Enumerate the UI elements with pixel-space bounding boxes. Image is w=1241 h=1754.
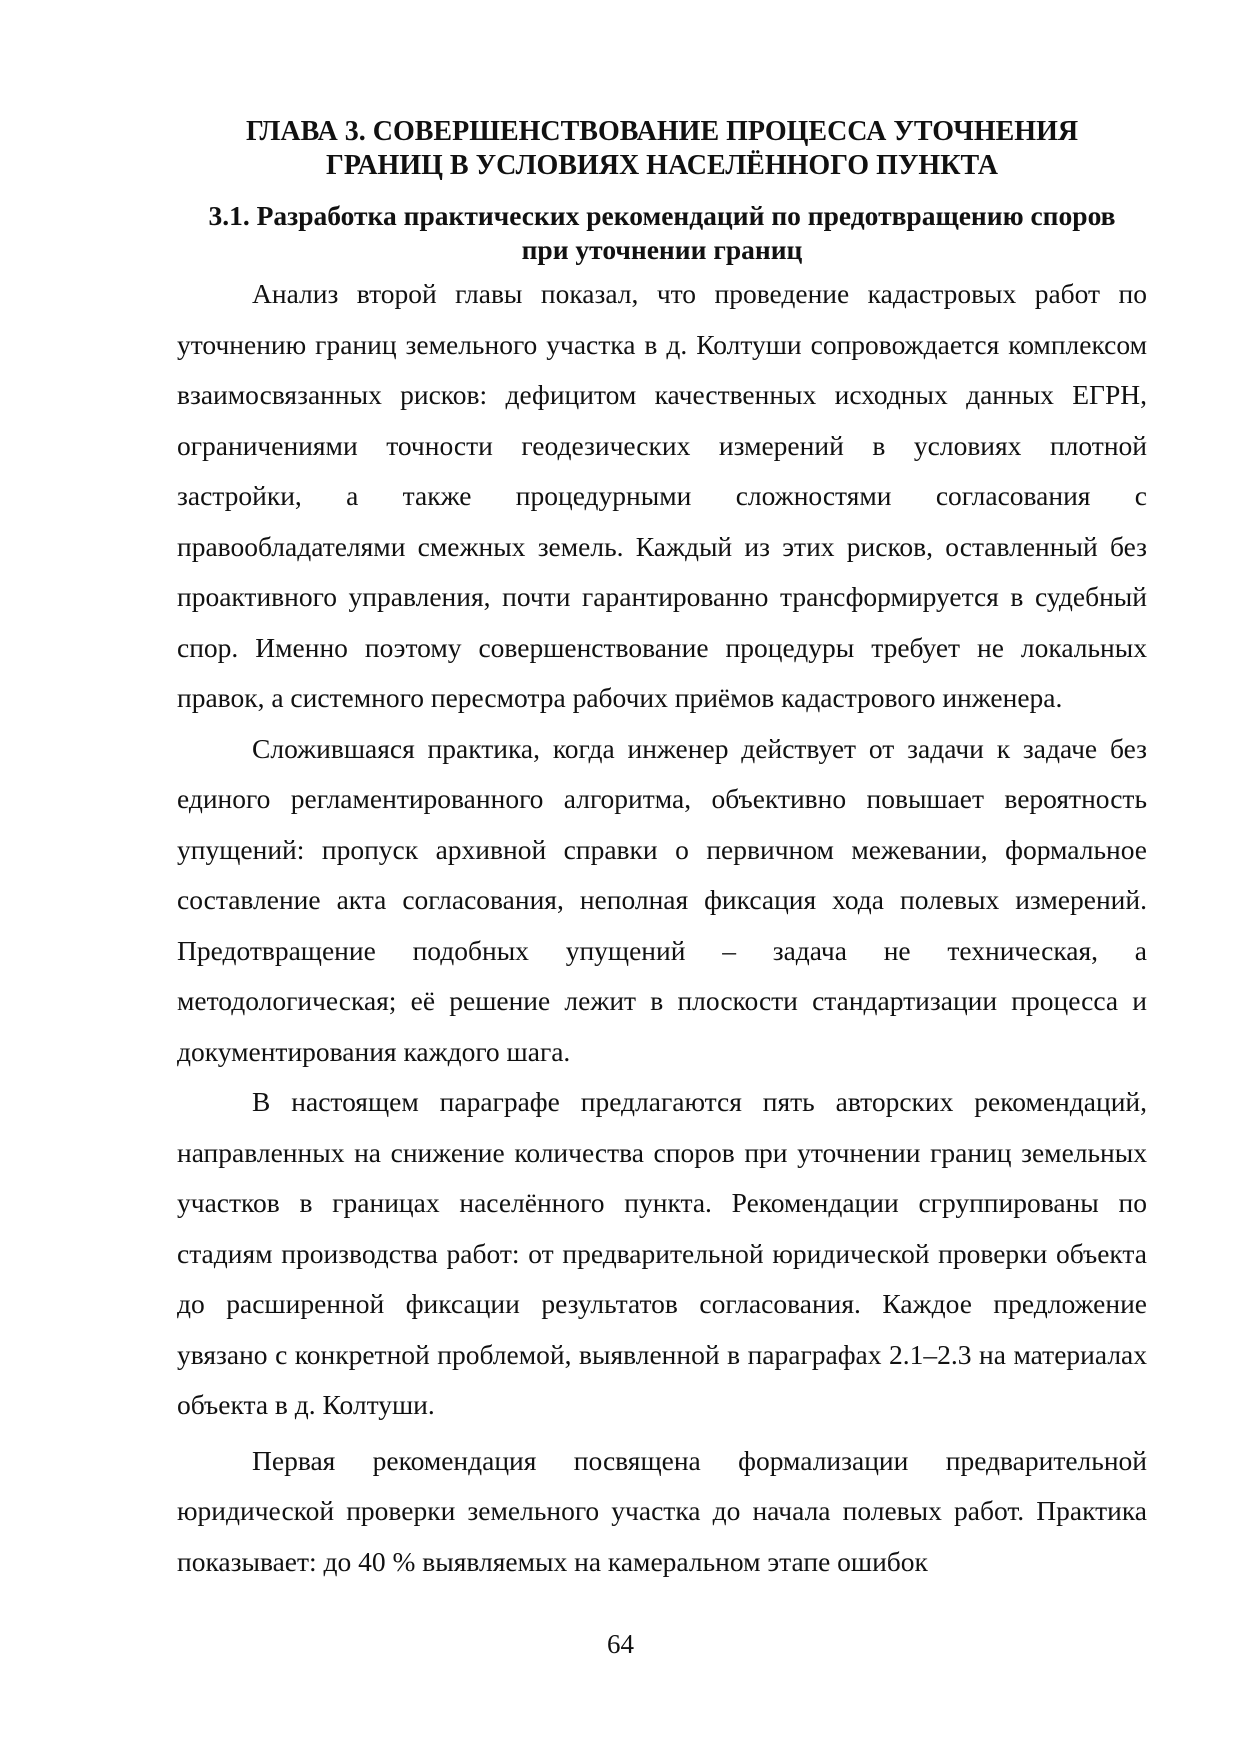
paragraph-2: Сложившаяся практика, когда инженер действует от задачи к задаче без единого регламентированного алгоритма, объективно повышает вероятность упущений: пропуск архивной справки о первичном межевании, формальное составление акта согласования, неполная фиксация хода полевых измерений. Предотвращение подобных упущений – задача не техническая, а методологическая; её решение лежит в плоскости стандартизации процесса и документирования каждого шага. xyxy=(177,732,1147,1067)
section-title xyxy=(177,199,1147,267)
paragraph-1: Анализ второй главы показал, что проведение кадастровых работ по уточнению границ земельного участка в д. Колтуши сопровождается комплексом взаимосвязанных рисков: дефицитом качественных исходных данных ЕГРН, ограничениями точности геодезических измерений в условиях плотной застройки, а также процедурными сложностями согласования с правообладателями смежных земель. Каждый из этих рисков, оставленный без проактивного управления, почти гарантированно трансформируется в судебный спор. Именно поэтому совершенствование процедуры требует не локальных правок, а системного пересмотра рабочих приёмов кадастрового инженера. xyxy=(177,278,1147,713)
section-title-line-1: 3.1. Разработка практических рекомендаций по предотвращению споров xyxy=(208,200,1116,231)
paragraph-4: Первая рекомендация посвящена формализации предварительной юридической проверки земельного участка до начала полевых работ. Практика показывает: до 40 % выявляемых на камеральном этапе ошибок xyxy=(177,1444,1147,1577)
document-page xyxy=(177,115,1147,1587)
section-title-line-2: при уточнении границ xyxy=(521,234,803,265)
chapter-title xyxy=(177,115,1147,183)
chapter-title-line-2: ГРАНИЦ В УСЛОВИЯХ НАСЕЛЁННОГО ПУНКТА xyxy=(326,150,998,181)
page-number: 64 xyxy=(607,1629,634,1659)
chapter-title-line-1: ГЛАВА 3. СОВЕРШЕНСТВОВАНИЕ ПРОЦЕССА УТОЧНЕНИЯ xyxy=(245,116,1079,147)
paragraph-3: В настоящем параграфе предлагаются пять авторских рекомендаций, направленных на снижение количества споров при уточнении границ земельных участков в границах населённого пункта. Рекомендации сгруппированы по стадиям производства работ: от предварительной юридической проверки объекта до расширенной фиксации результатов согласования. Каждое предложение увязано с конкретной проблемой, выявленной в параграфах 2.1–2.3 на материалах объекта в д. Колтуши. xyxy=(177,1086,1147,1420)
